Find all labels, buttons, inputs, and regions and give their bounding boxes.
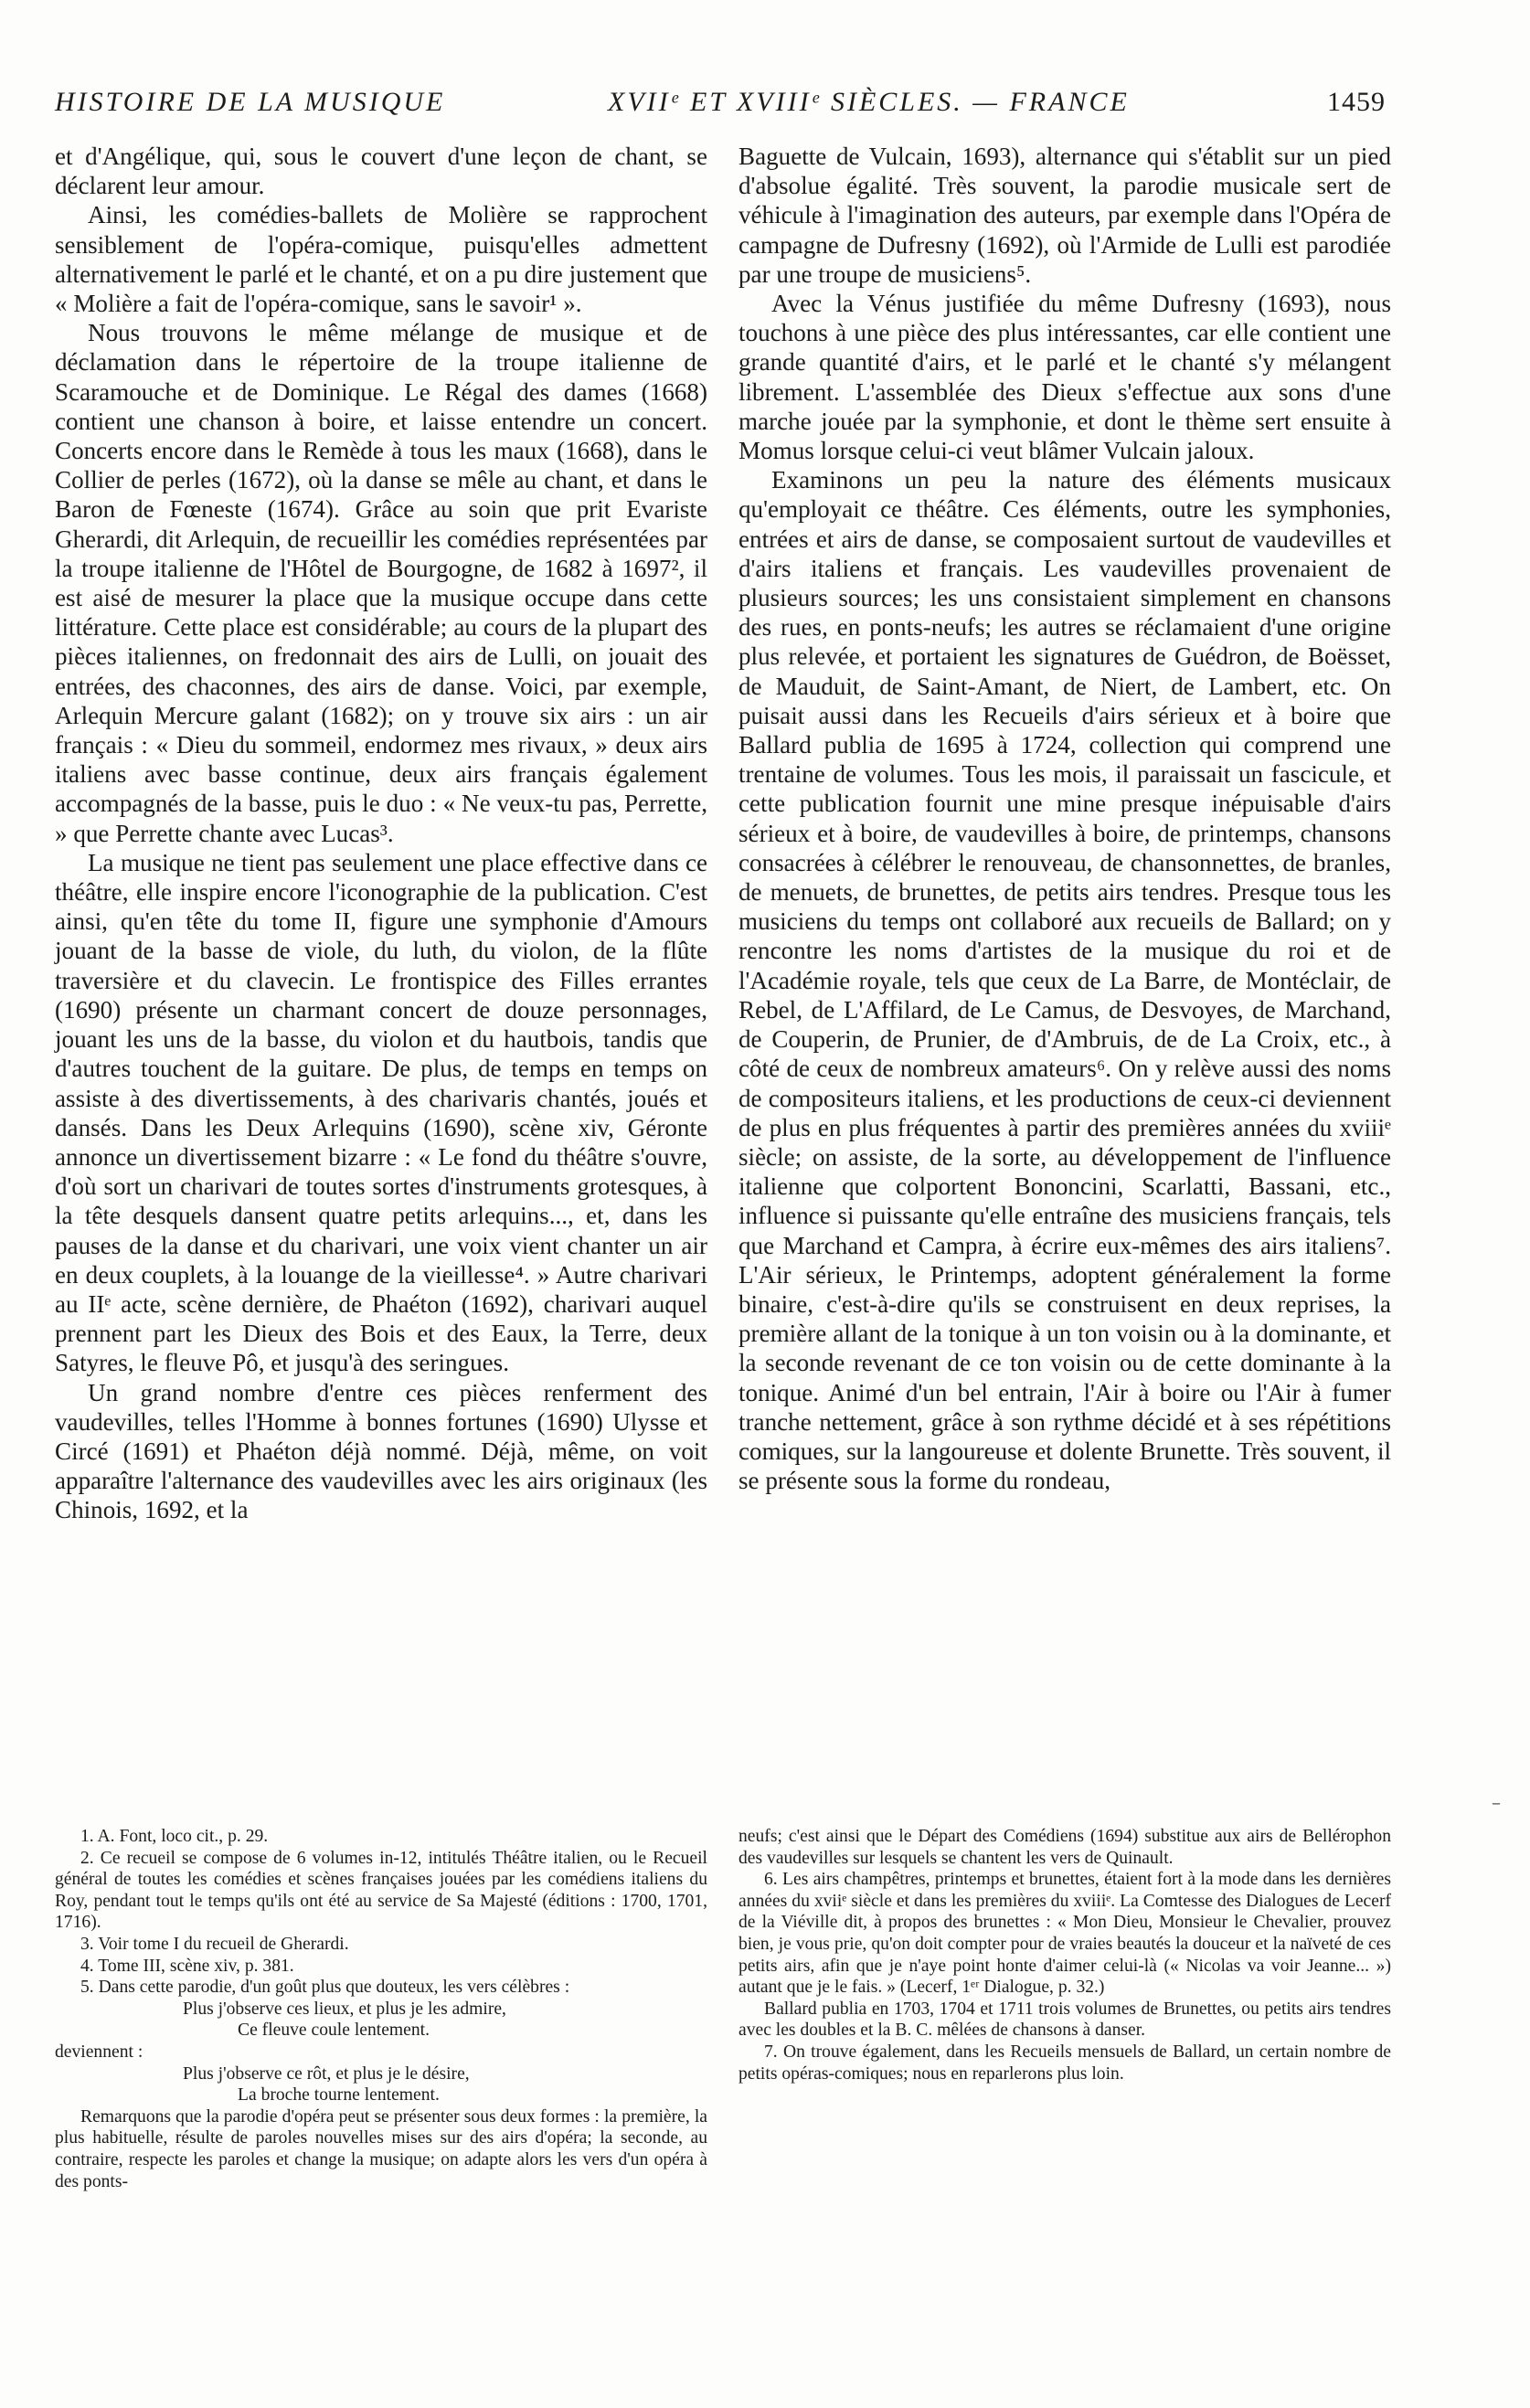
verse-line: Plus j'observe ce rôt, et plus je le désire,: [183, 2063, 470, 2084]
footnotes-left: [55, 1826, 707, 2192]
paragraph: Un grand nombre d'entre ces pièces renferment des vaudevilles, telles l'Homme à bonnes fortunes (1690) Ulysse et Circé (1691) et Phaéton déjà nommé. Déjà, même, on voit apparaître l'alternance des vaudevilles avec les airs originaux (les Chinois, 1692, et la: [55, 1378, 707, 1524]
paragraph: et d'Angélique, qui, sous le couvert d'une leçon de chant, se déclarent leur amour.: [55, 143, 707, 200]
header-subtitle: XVIIᵉ ET XVIIIᵉ SIÈCLES. — FRANCE: [608, 87, 1130, 117]
footnote: 6. Les airs champêtres, printemps et brunettes, étaient fort à la mode dans les dernières années du xviiᵉ siècle et dans les premières du xviiiᵉ. La Comtesse des Dialogues de Lecerf de la Viéville dit, à propos des brunettes : « Mon Dieu, Monsieur le Chevalier, prouvez bien, je vous prie, qu'on doit compter pour de vraies beautés la douceur et la naïveté de ces petits airs, afin que je n'aye point honte d'aimer celui-là (« Nicolas va voir Jeanne... ») autant que je le fais. » (Lecerf, 1ᵉʳ Dialogue, p. 32.): [738, 1870, 1391, 1998]
verse-line: Plus j'observe ces lieux, et plus je les admire,: [183, 1999, 506, 2019]
footnote: 2. Ce recueil se compose de 6 volumes in-12, intitulés Théâtre italien, ou le Recueil général de toutes les comédies et scènes françaises jouées par les comédiens italiens du Roy, pendant tout le temps qu'ils ont été au service de Sa Majesté (éditions : 1700, 1701, 1716).: [55, 1848, 707, 1933]
right-column: [738, 142, 1391, 1495]
verse-line: Ce fleuve coule lentement.: [238, 2021, 430, 2041]
footnote: 7. On trouve également, dans les Recueils mensuels de Ballard, un certain nombre de petits opéras-comiques; nous en reparlerons plus loin.: [738, 2042, 1391, 2084]
footnote: 3. Voir tome I du recueil de Gherardi.: [80, 1934, 349, 1954]
paragraph: Ainsi, les comédies-ballets de Molière se rapprochent sensiblement de l'opéra-comique, puisqu'elles admettent alternativement le parlé et le chanté, et on a pu dire justement que « Molière a fait de l'opéra-comique, sans le savoir¹ ».: [55, 201, 707, 318]
header-title: HISTOIRE DE LA MUSIQUE: [55, 87, 446, 117]
footnote: 1. A. Font, loco cit., p. 29.: [80, 1827, 269, 1846]
footnote: deviennent :: [55, 2042, 143, 2062]
footnote: 5. Dans cette parodie, d'un goût plus que douteux, les vers célèbres :: [80, 1978, 570, 1998]
page-number: 1459: [1327, 87, 1386, 117]
running-header: [55, 87, 1386, 127]
paragraph: Nous trouvons le même mélange de musique et de déclamation dans le répertoire de la troupe italienne de Scaramouche et de Dominique. Le Régal des dames (1668) contient une chanson à boire, et laisse entendre un concert. Concerts encore dans le Remède à tous les maux (1668), dans le Collier de perles (1672), où la danse se mêle au chant, et dans le Baron de Fœneste (1674). Grâce au soin que prit Evariste Gherardi, dit Arlequin, de recueillir les comédies représentées par la troupe italienne de l'Hôtel de Bourgogne, de 1682 à 1697², il est aisé de mesurer la place que la musique occupe dans cette littérature. Cette place est considérable; au cours de la plupart des pièces italiennes, on fredonnait des airs de Lulli, on jouait des entrées, des chaconnes, des airs de danse. Voici, par exemple, Arlequin Mercure galant (1682); on y trouve six airs : un air français : « Dieu du sommeil, endormez mes rivaux, » deux airs italiens avec basse continue, deux airs français également accompagnés de la basse, puis le duo : « Ne veux-tu pas, Perrette, » que Perrette chante avec Lucas³.: [55, 319, 707, 847]
footnote: 4. Tome III, scène xiv, p. 381.: [80, 1956, 294, 1976]
footnote: neufs; c'est ainsi que le Départ des Comédiens (1694) substitue aux airs de Bellérophon des vaudevilles sur lesquels se chantent les vers de Quinault.: [738, 1827, 1391, 1868]
paragraph: Examinons un peu la nature des éléments musicaux qu'employait ce théâtre. Ces éléments, outre les symphonies, entrées et airs de danse, se composaient surtout de vaudevilles et d'airs italiens et français. Les vaudevilles provenaient de plusieurs sources; les uns consistaient simplement en chansons des rues, en ponts-neufs; les autres se réclamaient d'une origine plus relevée, et portaient les signatures de Guédron, de Boësset, de Mauduit, de Saint-Amant, de Niert, de Lambert, etc. On puisait aussi dans les Recueils d'airs sérieux et à boire que Ballard publia de 1695 à 1724, collection qui comprend une trentaine de volumes. Tous les mois, il paraissait un fascicule, et cette publication fournit une mine presque inépuisable d'airs sérieux et à boire, de vaudevilles à boire, de printemps, chansons consacrées à célébrer le renouveau, de chansonnettes, de branles, de menuets, de brunettes, de petits airs tendres. Presque tous les musiciens du temps ont collaboré aux recueils de Ballard; on y rencontre les noms d'artistes de la musique du roi et de l'Académie royale, tels que ceux de La Barre, de Montéclair, de Rebel, de L'Affilard, de Le Camus, de Desvoyes, de Marchand, de Couperin, de Prunier, de d'Ambruis, de de La Croix, etc., à côté de ceux de nombreux amateurs⁶. On y relève aussi des noms de compositeurs italiens, et les productions de ceux-ci deviennent de plus en plus fréquentes à partir des premières années du xviiiᵉ siècle; on assiste, de la sorte, au développement de l'influence italienne que colportent Bononcini, Scarlatti, Bassani, etc., influence si puissante qu'elle entraîne des musiciens français, tels que Marchand et Campra, à écrire eux-mêmes des airs italiens⁷. L'Air sérieux, le Printemps, adoptent généralement la forme binaire, c'est-à-dire qu'ils se construisent en deux reprises, la première allant de la tonique à un ton voisin ou à la dominante, et la seconde revenant de ce ton voisin ou de cette dominante à la tonique. Animé d'un bel entrain, l'Air à boire ou l'Air à fumer tranche nettement, grâce à son rythme décidé et à ses répétitions comiques, sur la langoureuse et dolente Brunette. Très souvent, il se présente sous la forme du rondeau,: [738, 466, 1391, 1495]
paragraph: Avec la Vénus justifiée du même Dufresny (1693), nous touchons à une pièce des plus intéressantes, car elle contient une grande quantité d'airs, et le parlé et le chanté s'y mélangent librement. L'assemblée des Dieux s'effectue aux sons d'une marche jouée par la symphonie, et dont le thème sert ensuite à Momus lorsque celui-ci veut blâmer Vulcain jaloux.: [738, 290, 1391, 465]
footnotes-right: [738, 1826, 1391, 2084]
verse-line: La broche tourne lentement.: [238, 2085, 440, 2106]
margin-mark: –: [1492, 1791, 1501, 1813]
left-column: [55, 142, 707, 1525]
footnote: Ballard publia en 1703, 1704 et 1711 trois volumes de Brunettes, ou petits airs tendres avec les doubles et la B. C. mêlées de chansons à danser.: [738, 1999, 1391, 2041]
paragraph: La musique ne tient pas seulement une place effective dans ce théâtre, elle inspire encore l'iconographie de la publication. C'est ainsi, qu'en tête du tome II, figure une symphonie d'Amours jouant de la basse de viole, du luth, du violon, de la flûte traversière et du clavecin. Le frontispice des Filles errantes (1690) présente un charmant concert de douze personnages, jouant les uns de la basse, du violon et du hautbois, tandis que d'autres touchent de la guitare. De plus, de temps en temps on assiste à des divertissements, à des charivaris chantés, joués et dansés. Dans les Deux Arlequins (1690), scène xiv, Géronte annonce un divertissement bizarre : « Le fond du théâtre s'ouvre, d'où sort un charivari de toutes sortes d'instruments grotesques, à la tête desquels dansent quatre petits arlequins..., et, dans les pauses de la danse et du charivari, une voix vient chanter un air en deux couplets, à la louange de la vieillesse⁴. » Autre charivari au IIᵉ acte, scène dernière, de Phaéton (1692), charivari auquel prennent part les Dieux des Bois et des Eaux, la Terre, deux Satyres, le fleuve Pô, et jusqu'à des seringues.: [55, 848, 707, 1377]
footnote: Remarquons que la parodie d'opéra peut se présenter sous deux formes : la première, la plus habituelle, résulte de paroles nouvelles mises sur des airs d'opéra; la seconde, au contraire, respecte les paroles et change la musique; on adapte alors les vers d'un opéra à des ponts-: [55, 2106, 707, 2191]
paragraph: Baguette de Vulcain, 1693), alternance qui s'établit sur un pied d'absolue égalité. Très souvent, la parodie musicale sert de véhicule à l'imagination des auteurs, par exemple dans l'Opéra de campagne de Dufresny (1692), où l'Armide de Lulli est parodiée par une troupe de musiciens⁵.: [738, 143, 1391, 288]
